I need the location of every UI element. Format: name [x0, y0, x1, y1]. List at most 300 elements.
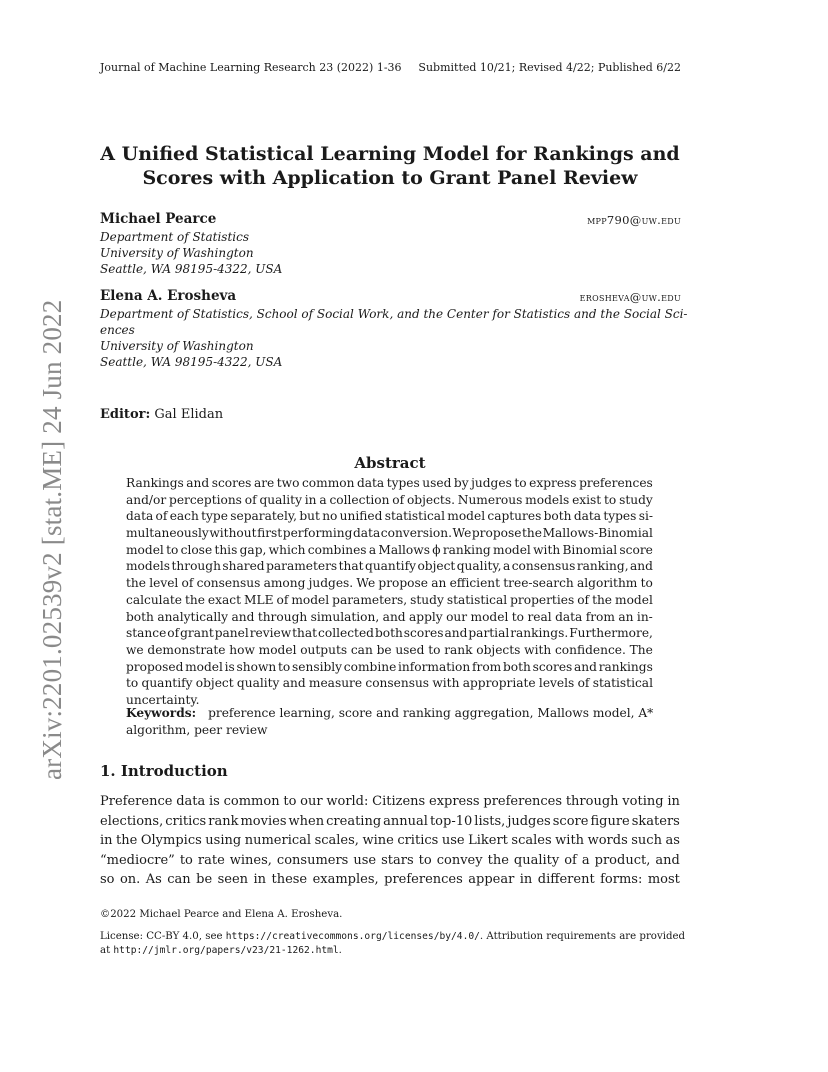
affiliation-line: University of Washington [100, 246, 254, 260]
word: judges [507, 813, 551, 829]
word: multaneously [126, 526, 209, 541]
word: to [514, 476, 527, 490]
word: to [640, 576, 653, 591]
body-line [100, 831, 680, 851]
word: consumers [276, 852, 349, 868]
word: are [253, 476, 275, 490]
word: shared [222, 559, 265, 574]
word: without [209, 526, 257, 541]
word: preferences [483, 794, 563, 809]
word: to [418, 852, 432, 868]
word: no [322, 509, 338, 524]
paper-link[interactable]: http://jmlr.org/papers/v23/21-1262.html [113, 945, 339, 956]
word: of [155, 509, 168, 524]
body-line [100, 870, 680, 890]
word: As [145, 872, 162, 887]
word: Numerous [457, 492, 523, 507]
word: be [376, 642, 392, 657]
word: such [631, 833, 662, 848]
word: which [268, 542, 306, 557]
word: unified [339, 509, 383, 524]
word: type [201, 509, 228, 524]
word: preferences [384, 872, 463, 887]
word: of [577, 592, 590, 607]
word: objects [476, 642, 521, 657]
word: the [184, 592, 205, 607]
word: partial [468, 626, 510, 641]
body-line [100, 792, 680, 812]
author-email[interactable]: erosheva@uw.edu [579, 290, 681, 304]
word: convey [436, 852, 483, 868]
word: review [249, 626, 292, 641]
word: wine [362, 833, 394, 848]
word: The [629, 642, 653, 657]
word: of [392, 492, 405, 507]
word: when [288, 813, 325, 829]
word: model [126, 542, 164, 557]
word: collection [329, 492, 390, 507]
word: an [431, 576, 447, 591]
word: shown [236, 659, 277, 674]
word: seen [217, 872, 249, 887]
word: of [564, 852, 577, 868]
word: data [573, 509, 602, 524]
word: and [630, 559, 653, 574]
word: model [447, 509, 486, 524]
word: product, [594, 852, 651, 868]
author-affiliation [100, 229, 680, 277]
word: common [223, 794, 280, 809]
word: these [271, 872, 308, 887]
word: elections, [100, 813, 164, 829]
word: to [179, 852, 193, 868]
word: our [446, 609, 468, 624]
word: top-10 [429, 813, 473, 829]
word: We [452, 526, 472, 541]
word: of [181, 576, 194, 591]
abstract-line [126, 625, 653, 642]
word: data [555, 609, 583, 624]
section-body [100, 792, 680, 890]
word: real [527, 609, 552, 624]
word: a [368, 542, 377, 557]
title-line: A Unified Statistical Learning Model for Rankings and [100, 143, 680, 165]
license-text: . Attribution requirements are provided [479, 931, 686, 942]
word: to [604, 492, 617, 507]
word: this [214, 542, 238, 557]
word: through [565, 794, 619, 809]
word: and [574, 659, 597, 674]
word: captures [487, 509, 542, 524]
word: wines, [229, 852, 272, 868]
word: world: [326, 794, 369, 809]
word: a [581, 852, 590, 868]
abstract-line [126, 475, 653, 492]
license-link[interactable]: https://creativecommons.org/licenses/by/4.0/ [225, 931, 480, 942]
copyright-notice: ©2022 Michael Pearce and Elena A. Erosheva. [100, 909, 343, 920]
word: rank [208, 813, 239, 829]
word: quality, [456, 559, 502, 574]
word: and/or [126, 492, 167, 507]
word: conversion. [380, 526, 452, 541]
word: proposed [126, 659, 184, 674]
word: a [502, 559, 511, 574]
license-text: at [100, 945, 114, 956]
word: in [667, 794, 680, 809]
word: through [257, 609, 308, 624]
word: data [176, 794, 206, 809]
word: outputs [300, 642, 348, 657]
license-text: License: CC-BY 4.0, see [100, 931, 226, 942]
word: Olympics [140, 833, 202, 848]
word: gap, [239, 542, 267, 557]
word: in- [636, 609, 653, 624]
word: with [555, 833, 585, 848]
word: levels [538, 676, 575, 691]
word: to [283, 794, 297, 809]
abstract-line [126, 492, 653, 509]
word: different [537, 872, 595, 887]
word: quantify [365, 559, 416, 574]
word: to [511, 609, 525, 624]
word: and [231, 609, 255, 624]
word: a [319, 492, 327, 507]
word: used [395, 642, 425, 657]
word: performing [282, 526, 353, 541]
abstract-line [126, 592, 653, 609]
word: data [126, 509, 154, 524]
word: in [304, 492, 317, 507]
word: to [428, 642, 441, 657]
paper-title [100, 142, 680, 190]
word: level [149, 576, 179, 591]
word: in [519, 872, 533, 887]
word: appropriate [462, 676, 536, 691]
editor-line [100, 407, 223, 422]
word: stance [126, 626, 167, 641]
word: perceptions [169, 492, 242, 507]
word: both [543, 509, 572, 524]
word: types [386, 476, 420, 490]
word: of [276, 592, 289, 607]
abstract-body [126, 475, 653, 709]
word: parameters, [332, 592, 408, 607]
word: as [665, 833, 680, 848]
word: first [257, 526, 283, 541]
keywords-label: Keywords: [126, 706, 197, 720]
word: the [522, 526, 542, 541]
word: can [167, 872, 191, 887]
word: analytically [157, 609, 229, 624]
word: the [126, 576, 146, 591]
word: rate [197, 852, 225, 868]
affiliation-line: ences [100, 323, 135, 337]
word: how [229, 642, 255, 657]
word: be [196, 872, 213, 887]
word: scores [532, 659, 573, 674]
author-email[interactable]: mpp790@uw.edu [587, 213, 681, 227]
word: but [299, 509, 320, 524]
word: scales, [314, 833, 359, 848]
word: ranking, [576, 559, 629, 574]
word: that [292, 626, 318, 641]
word: consensus [511, 559, 576, 574]
word: examples, [312, 872, 379, 887]
word: statistical [384, 509, 445, 524]
word: “mediocre” [100, 852, 175, 868]
running-head-dates: Submitted 10/21; Revised 4/22; Published 6/22 [418, 61, 681, 74]
word: and [382, 609, 406, 624]
word: the [116, 833, 138, 848]
word: appear [468, 872, 515, 887]
keywords-text: preference learning, score and ranking aggregation, Mallows model, A* [208, 706, 654, 720]
word: and [444, 626, 468, 641]
word: can [350, 642, 373, 657]
affiliation-line: Department of Statistics, School of Social Work, and the Center for Statistics and the Social Sci- [100, 307, 688, 321]
word: combine [343, 659, 397, 674]
word: to [126, 676, 139, 691]
word: quality [513, 852, 560, 868]
word: information [398, 659, 471, 674]
word: model [291, 592, 330, 607]
word: judges. [308, 576, 354, 591]
word: propose [378, 576, 428, 591]
word: with [524, 642, 552, 657]
word: express [529, 476, 577, 490]
word: stars [381, 852, 414, 868]
author-affiliation [100, 306, 688, 370]
word: in [100, 833, 113, 848]
word: quality [236, 676, 280, 691]
word: separately, [230, 509, 298, 524]
word: with [533, 542, 561, 557]
word: critics [165, 813, 207, 829]
word: used [422, 476, 452, 490]
editor-label: Editor: [100, 407, 151, 422]
word: scales [511, 833, 552, 848]
word: and [655, 852, 680, 868]
word: using [205, 833, 242, 848]
word: measure [308, 676, 363, 691]
word: Likert [468, 833, 508, 848]
abstract-line [126, 525, 653, 542]
word: exact [207, 592, 241, 607]
word: Mallows [378, 542, 430, 557]
abstract-line [126, 609, 653, 626]
word: object [417, 559, 456, 574]
word: model [470, 609, 509, 624]
word: model [493, 542, 531, 557]
word: both [126, 609, 154, 624]
license-text: . [338, 945, 342, 956]
word: figure [590, 813, 630, 829]
word: from [585, 609, 615, 624]
word: rank [444, 642, 473, 657]
word: grant [180, 626, 214, 641]
word: preferences [579, 476, 653, 490]
word: exist [572, 492, 602, 507]
word: ranking [442, 542, 491, 557]
word: simulation, [310, 609, 380, 624]
word: sensibly [292, 659, 343, 674]
word: words [587, 833, 628, 848]
word: creating [326, 813, 382, 829]
abstract-line [126, 508, 653, 525]
word: of [167, 626, 180, 641]
word: models [126, 559, 171, 574]
word: express [429, 794, 480, 809]
abstract-line [126, 558, 653, 575]
word: each [169, 509, 199, 524]
word: to [278, 659, 291, 674]
word: panel [214, 626, 249, 641]
word: common [301, 476, 355, 490]
word: most [647, 872, 680, 887]
word: efficient [449, 576, 501, 591]
word: collected [318, 626, 374, 641]
word: we [126, 642, 144, 657]
arxiv-stamp: arXiv:2201.02539v2 [stat.ME] 24 Jun 2022 [37, 299, 67, 780]
word: ϕ [432, 542, 441, 557]
word: Binomial [562, 542, 618, 557]
abstract-heading: Abstract [354, 454, 426, 472]
word: movies [240, 813, 287, 829]
author-name: Michael Pearce [100, 211, 217, 227]
word: by [453, 476, 469, 490]
affiliation-line: Seattle, WA 98195-4322, USA [100, 355, 283, 369]
word: so [100, 872, 115, 887]
word: numerical [244, 833, 312, 848]
abstract-line: uncertainty. [126, 692, 200, 707]
word: tree-search [503, 576, 574, 591]
word: use [441, 833, 465, 848]
word: objects. [406, 492, 455, 507]
keywords-text: algorithm, peer review [126, 722, 268, 737]
word: consensus [196, 576, 261, 591]
word: statistical [446, 592, 508, 607]
word: study [619, 492, 653, 507]
abstract-line [126, 675, 653, 692]
word: model [258, 642, 297, 657]
word: and [186, 476, 210, 490]
body-line [100, 851, 680, 871]
word: study [410, 592, 444, 607]
word: both [374, 626, 403, 641]
abstract-line [126, 659, 653, 676]
word: apply [409, 609, 443, 624]
affiliation-line: Seattle, WA 98195-4322, USA [100, 262, 283, 276]
word: demonstrate [147, 642, 226, 657]
body-line [100, 812, 680, 832]
word: object [195, 676, 234, 691]
word: types [603, 509, 637, 524]
word: algorithm [577, 576, 638, 591]
word: our [300, 794, 323, 809]
word: to [166, 542, 179, 557]
abstract-line [126, 642, 653, 659]
word: voting [622, 794, 664, 809]
word: models [525, 492, 570, 507]
word: rankings [598, 659, 653, 674]
word: scores [403, 626, 444, 641]
author-name: Elena A. Erosheva [100, 288, 237, 304]
word: the [487, 852, 509, 868]
word: two [276, 476, 300, 490]
affiliation-line: University of Washington [100, 339, 254, 353]
word: through [171, 559, 221, 574]
word: Rankings [126, 476, 184, 490]
word: data [352, 526, 381, 541]
word: Citizens [372, 794, 426, 809]
word: data [356, 476, 385, 490]
word: an [618, 609, 634, 624]
title-line: Scores with Application to Grant Panel Review [142, 167, 638, 189]
word: forms: [600, 872, 643, 887]
word: scores [211, 476, 252, 490]
word: properties [510, 592, 575, 607]
word: statistical [592, 676, 653, 691]
word: critics [397, 833, 439, 848]
word: lists, [474, 813, 506, 829]
affiliation-line: Department of Statistics [100, 230, 249, 244]
editor-name: Gal Elidan [154, 407, 224, 422]
word: MLE [244, 592, 274, 607]
section-heading: 1. Introduction [100, 762, 228, 780]
word: close [180, 542, 213, 557]
running-head-journal: Journal of Machine Learning Research 23 (2022) 1-36 [100, 61, 402, 74]
abstract-line [126, 575, 653, 592]
word: Preference [100, 794, 173, 809]
word: is [224, 659, 235, 674]
word: model [185, 659, 223, 674]
word: annual [383, 813, 428, 829]
word: calculate [126, 592, 182, 607]
word: propose [471, 526, 522, 541]
word: and [282, 676, 306, 691]
license-notice [100, 930, 686, 958]
word: skaters [631, 813, 680, 829]
word: combines [307, 542, 367, 557]
word: is [209, 794, 220, 809]
word: quantify [141, 676, 193, 691]
word: with [432, 676, 460, 691]
word: that [338, 559, 364, 574]
word: among [263, 576, 306, 591]
word: judges [471, 476, 512, 490]
word: si- [638, 509, 653, 524]
word: rankings. [510, 626, 569, 641]
word: on. [119, 872, 141, 887]
word: model [615, 592, 653, 607]
word: both [502, 659, 531, 674]
word: quality [259, 492, 302, 507]
word: Furthermore, [569, 626, 653, 641]
word: We [356, 576, 376, 591]
word: score [619, 542, 653, 557]
word: from [471, 659, 502, 674]
word: in [253, 872, 267, 887]
abstract-line [126, 542, 653, 559]
word: parameters [266, 559, 338, 574]
word: of [244, 492, 257, 507]
keywords [126, 705, 653, 738]
word: Mallows-Binomial [542, 526, 653, 541]
word: score [552, 813, 589, 829]
word: confidence. [554, 642, 626, 657]
word: of [577, 676, 590, 691]
word: the [592, 592, 613, 607]
word: consensus [365, 676, 430, 691]
